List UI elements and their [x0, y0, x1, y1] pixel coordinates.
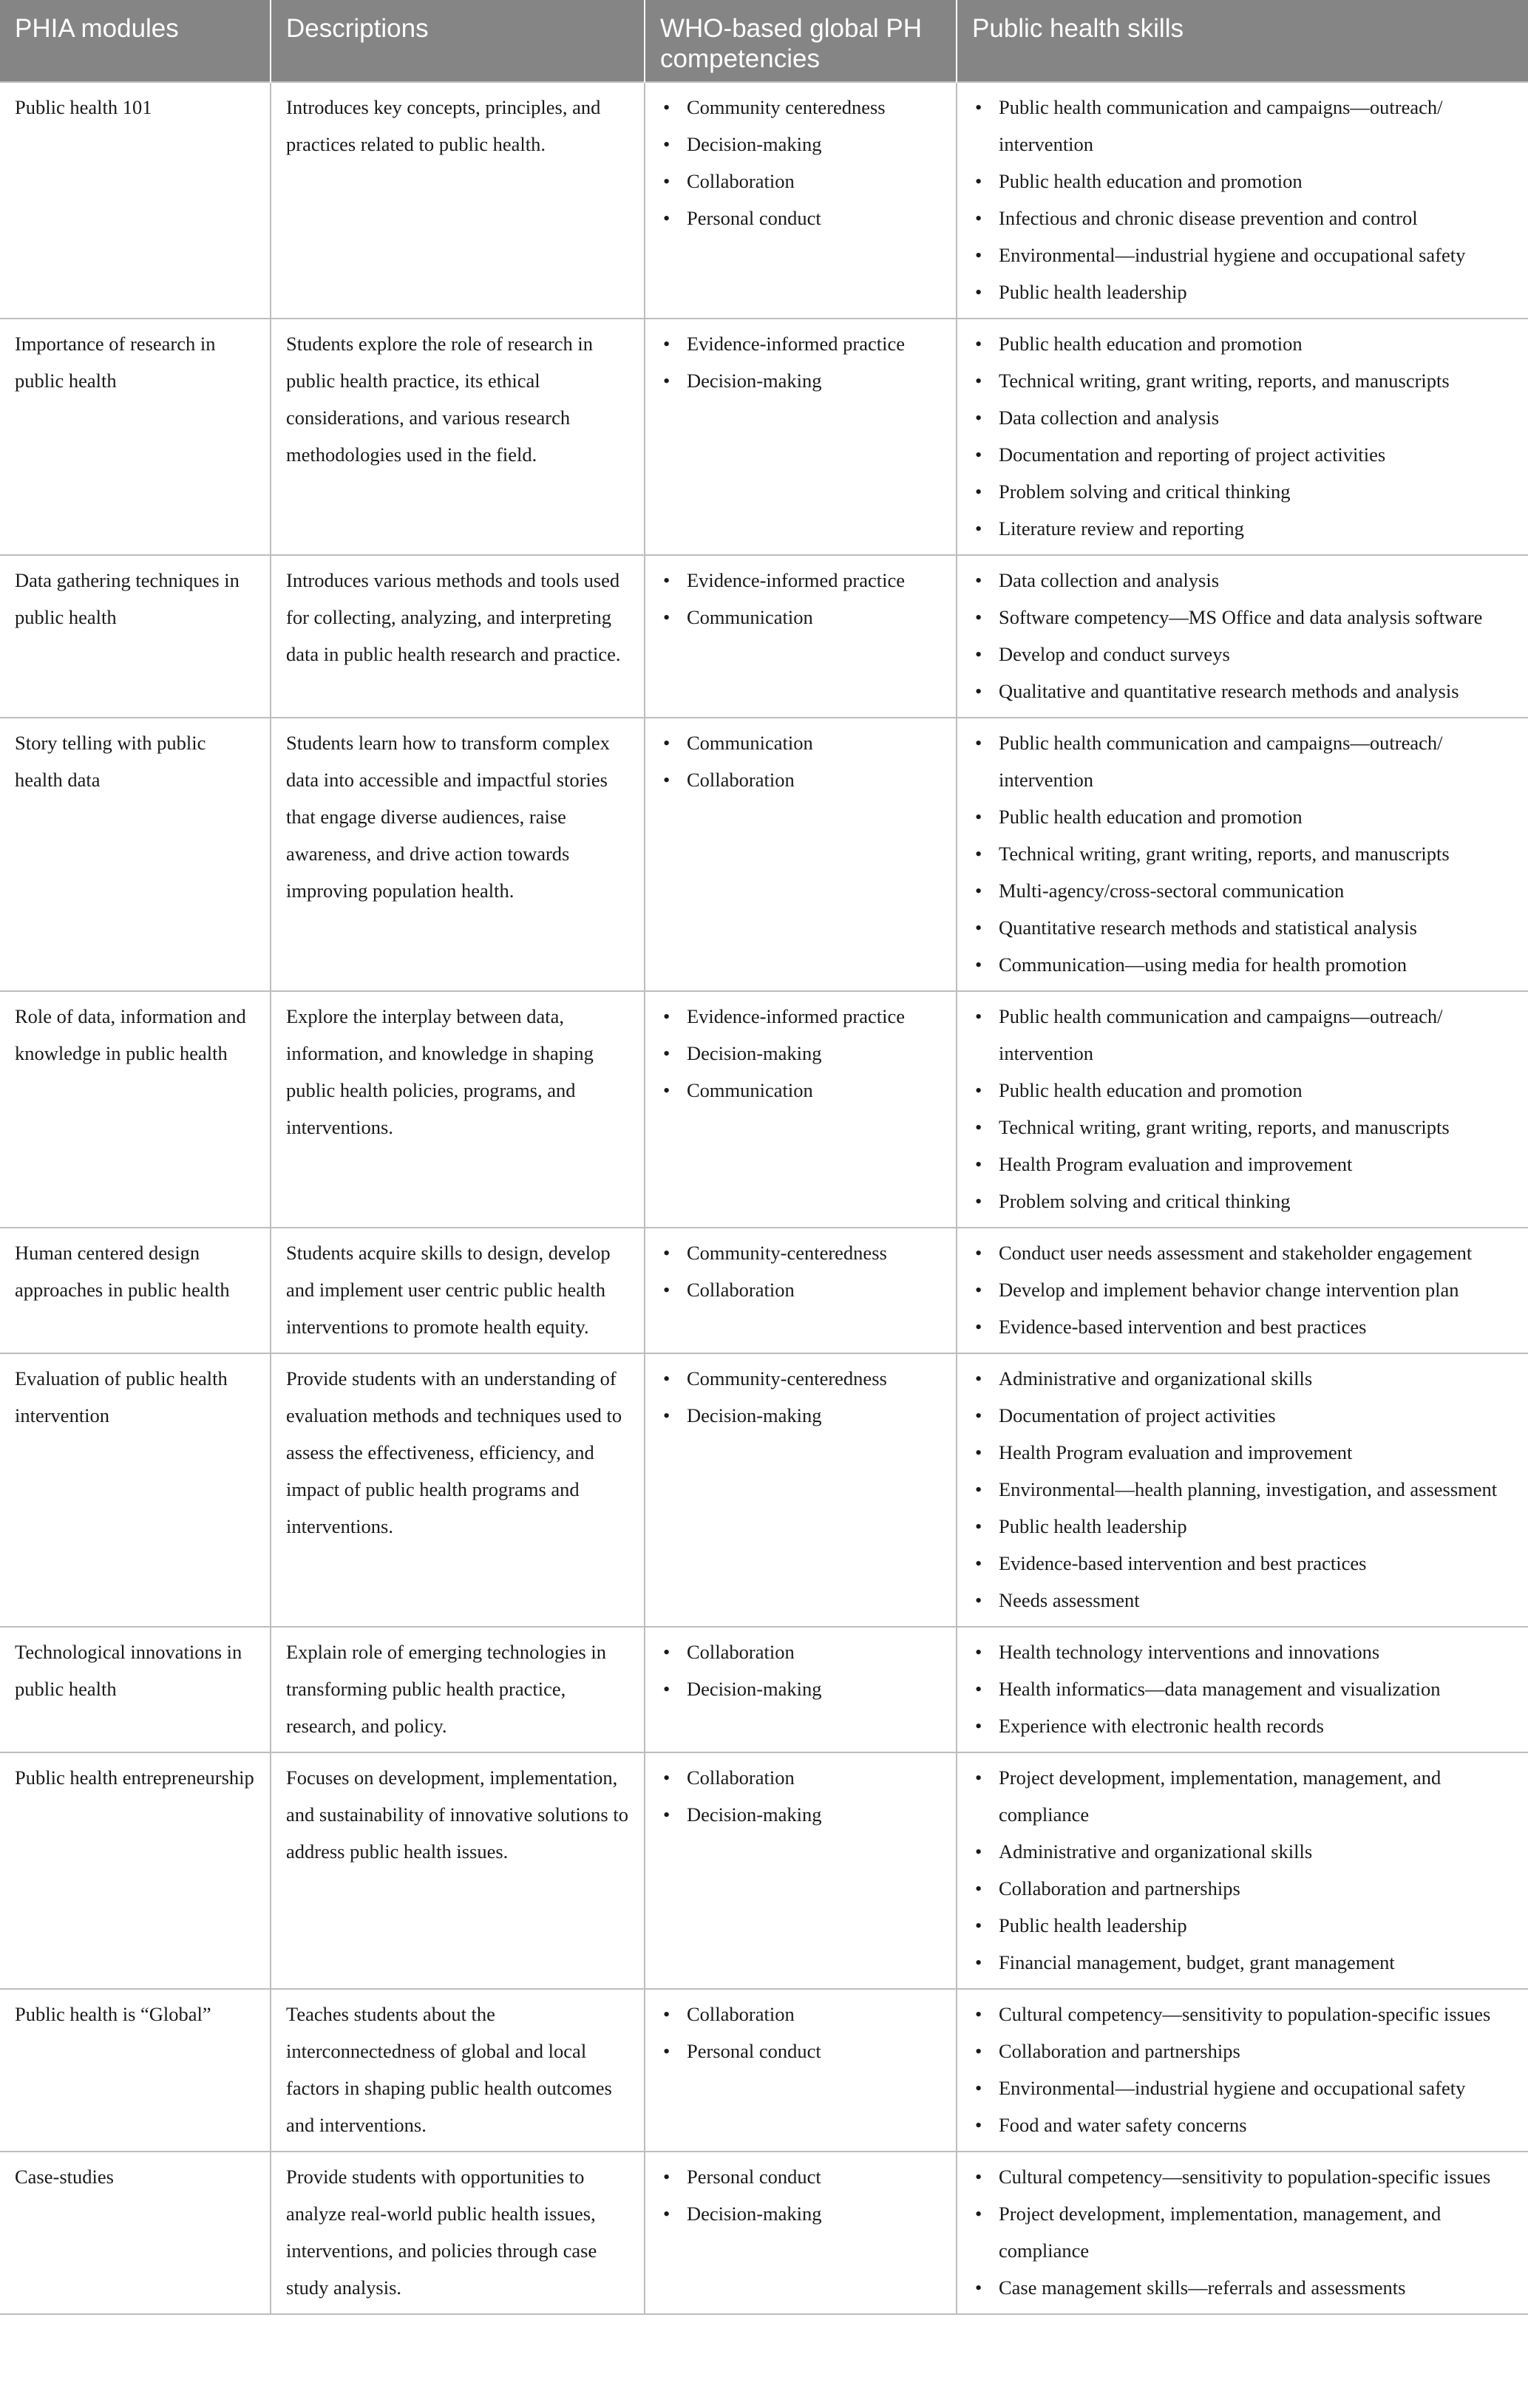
skill-list [972, 1996, 1515, 2143]
skill-item: • Administrative and organizational skills [972, 1833, 1515, 1870]
header-descriptions: Descriptions [271, 0, 645, 82]
competency-list [660, 562, 943, 636]
table-row [0, 2152, 1528, 2314]
module-description: Focuses on development, implementation, and sustainability of innovative solutions to address public health issues. [286, 1766, 628, 1863]
skill-item: • Project development, implementation, management, and compliance [972, 2195, 1515, 2269]
module-name: Public health is “Global” [15, 2003, 211, 2025]
competency-item: • Collaboration [660, 1996, 943, 2033]
skill-item: • Qualitative and quantitative research methods and analysis [972, 673, 1515, 710]
module-name: Role of data, information and knowledge in public health [15, 1005, 246, 1064]
module-description: Explore the interplay between data, information, and knowledge in shaping public health policies, programs, and interventions. [286, 1005, 594, 1138]
competency-list [660, 1633, 943, 1707]
skill-item: • Conduct user needs assessment and stakeholder engagement [972, 1234, 1515, 1271]
skill-item: • Health Program evaluation and improvement [972, 1146, 1515, 1183]
module-description: Provide students with an understanding of evaluation methods and techniques used to assess the effectiveness, efficiency, and impact of public health programs and interventions. [286, 1367, 622, 1537]
skill-list [972, 1234, 1515, 1345]
module-name: Case-studies [15, 2166, 114, 2188]
competencies-cell [645, 1228, 957, 1353]
skill-item: • Multi-agency/cross-sectoral communication [972, 872, 1515, 909]
skills-cell [957, 555, 1528, 718]
competencies-cell [645, 555, 957, 718]
skill-list [972, 1360, 1515, 1619]
module-name-cell [0, 1353, 271, 1627]
competency-item: • Decision-making [660, 126, 943, 163]
module-description: Teaches students about the interconnectedness of global and local factors in shaping public health outcomes and interventions. [286, 2003, 612, 2136]
competencies-cell [645, 1353, 957, 1627]
table-row [0, 1989, 1528, 2152]
module-description: Provide students with opportunities to analyze real-world public health issues, interventions, and policies through case study analysis. [286, 2166, 597, 2299]
module-description: Students learn how to transform complex data into accessible and impactful stories that engage diverse audiences, raise awareness, and drive action towards improving population health. [286, 732, 610, 902]
skills-cell [957, 1989, 1528, 2152]
table-row [0, 1353, 1528, 1627]
skill-list [972, 2158, 1515, 2306]
skill-item: • Quantitative research methods and statistical analysis [972, 909, 1515, 946]
competency-item: • Decision-making [660, 362, 943, 399]
skill-item: • Public health communication and campaigns—outreach/ intervention [972, 998, 1515, 1072]
competency-item: • Decision-making [660, 1670, 943, 1707]
module-description: Explain role of emerging technologies in transforming public health practice, research, and policy. [286, 1641, 606, 1737]
competencies-cell [645, 1989, 957, 2152]
competency-list [660, 1234, 943, 1308]
competency-item: • Evidence-informed practice [660, 562, 943, 599]
module-description: Students explore the role of research in public health practice, its ethical considerations, and various research methodologies used in the field. [286, 333, 594, 466]
competencies-cell [645, 2152, 957, 2314]
competency-item: • Community centeredness [660, 89, 943, 126]
skill-item: • Evidence-based intervention and best practices [972, 1545, 1515, 1582]
skill-item: • Administrative and organizational skills [972, 1360, 1515, 1397]
module-name-cell [0, 991, 271, 1228]
skill-item: • Technical writing, grant writing, reports, and manuscripts [972, 835, 1515, 872]
skill-item: • Environmental—industrial hygiene and occupational safety [972, 2069, 1515, 2106]
module-description: Students acquire skills to design, develop and implement user centric public health interventions to promote health equity. [286, 1242, 611, 1338]
header-skills: Public health skills [957, 0, 1528, 82]
competency-item: • Communication [660, 599, 943, 636]
skill-item: • Collaboration and partnerships [972, 1870, 1515, 1907]
skill-item: • Public health leadership [972, 1907, 1515, 1944]
table-row [0, 82, 1528, 319]
table-row [0, 1627, 1528, 1752]
module-name-cell [0, 2152, 271, 2314]
skill-item: • Public health communication and campaigns—outreach/ intervention [972, 724, 1515, 798]
module-name: Story telling with public health data [15, 732, 206, 791]
skills-cell [957, 991, 1528, 1228]
description-cell [271, 1228, 645, 1353]
module-name: Data gathering techniques in public health [15, 569, 240, 628]
skill-item: • Health technology interventions and innovations [972, 1633, 1515, 1670]
skill-list [972, 1633, 1515, 1744]
competency-item: • Decision-making [660, 1397, 943, 1434]
competency-list [660, 724, 943, 798]
skill-item: • Public health education and promotion [972, 325, 1515, 362]
table-row [0, 1752, 1528, 1989]
competencies-cell [645, 82, 957, 319]
skills-cell [957, 82, 1528, 319]
description-cell [271, 555, 645, 718]
skill-item: • Problem solving and critical thinking [972, 473, 1515, 510]
competency-item: • Community-centeredness [660, 1360, 943, 1397]
skill-item: • Public health education and promotion [972, 798, 1515, 835]
skill-item: • Public health communication and campaigns—outreach/ intervention [972, 89, 1515, 163]
skill-item: • Collaboration and partnerships [972, 2033, 1515, 2069]
competency-item: • Personal conduct [660, 2033, 943, 2069]
skill-item: • Project development, implementation, management, and compliance [972, 1759, 1515, 1833]
competency-item: • Communication [660, 724, 943, 761]
skill-item: • Communication—using media for health promotion [972, 946, 1515, 983]
skills-cell [957, 2152, 1528, 2314]
table-row [0, 319, 1528, 555]
skill-list [972, 89, 1515, 310]
competency-item: • Personal conduct [660, 2158, 943, 2195]
module-name: Evaluation of public health intervention [15, 1367, 228, 1426]
competency-list [660, 1996, 943, 2069]
skill-item: • Health Program evaluation and improvement [972, 1434, 1515, 1471]
module-name: Technological innovations in public health [15, 1641, 242, 1700]
skill-item: • Cultural competency—sensitivity to population-specific issues [972, 2158, 1515, 2195]
skill-item: • Public health education and promotion [972, 1072, 1515, 1109]
skills-cell [957, 319, 1528, 555]
skill-item: • Technical writing, grant writing, reports, and manuscripts [972, 1109, 1515, 1146]
description-cell [271, 1627, 645, 1752]
description-cell [271, 1353, 645, 1627]
header-competencies: WHO-based global PH competencies [645, 0, 957, 82]
competency-item: • Evidence-informed practice [660, 998, 943, 1035]
skill-item: • Public health leadership [972, 1508, 1515, 1545]
skill-item: • Data collection and analysis [972, 399, 1515, 436]
module-name: Importance of research in public health [15, 333, 216, 392]
competency-item: • Communication [660, 1072, 943, 1109]
skills-cell [957, 1353, 1528, 1627]
module-name-cell [0, 718, 271, 991]
module-name: Public health 101 [15, 96, 152, 118]
competency-item: • Collaboration [660, 761, 943, 798]
skill-list [972, 998, 1515, 1220]
skill-item: • Develop and implement behavior change intervention plan [972, 1271, 1515, 1308]
module-description: Introduces various methods and tools used for collecting, analyzing, and interpreting data in public health research and practice. [286, 569, 621, 665]
competencies-cell [645, 718, 957, 991]
skill-list [972, 325, 1515, 547]
skill-list [972, 1759, 1515, 1981]
skills-cell [957, 718, 1528, 991]
skill-item: • Literature review and reporting [972, 510, 1515, 547]
skill-item: • Develop and conduct surveys [972, 636, 1515, 673]
table-row [0, 991, 1528, 1228]
skills-cell [957, 1752, 1528, 1989]
skills-cell [957, 1228, 1528, 1353]
module-name-cell [0, 1752, 271, 1989]
competency-list [660, 325, 943, 399]
competency-item: • Decision-making [660, 2195, 943, 2232]
skill-item: • Environmental—industrial hygiene and occupational safety [972, 237, 1515, 273]
skill-item: • Documentation and reporting of project activities [972, 436, 1515, 473]
description-cell [271, 1752, 645, 1989]
table-header [0, 0, 1528, 82]
skill-item: • Evidence-based intervention and best practices [972, 1308, 1515, 1345]
competency-list [660, 998, 943, 1109]
skills-cell [957, 1627, 1528, 1752]
description-cell [271, 991, 645, 1228]
module-name-cell [0, 1228, 271, 1353]
skill-item: • Technical writing, grant writing, reports, and manuscripts [972, 362, 1515, 399]
competencies-cell [645, 1752, 957, 1989]
skill-item: • Infectious and chronic disease prevention and control [972, 200, 1515, 237]
description-cell [271, 319, 645, 555]
description-cell [271, 2152, 645, 2314]
header-row [0, 0, 1528, 82]
competency-list [660, 1759, 943, 1833]
competency-list [660, 2158, 943, 2232]
module-name-cell [0, 1627, 271, 1752]
competency-item: • Community-centeredness [660, 1234, 943, 1271]
competencies-cell [645, 991, 957, 1228]
competency-list [660, 89, 943, 237]
module-name: Public health entrepreneurship [15, 1766, 254, 1789]
skill-item: • Food and water safety concerns [972, 2106, 1515, 2143]
description-cell [271, 82, 645, 319]
skill-item: • Health informatics—data management and visualization [972, 1670, 1515, 1707]
skill-item: • Software competency—MS Office and data analysis software [972, 599, 1515, 636]
competency-item: • Collaboration [660, 1759, 943, 1796]
competency-item: • Collaboration [660, 163, 943, 200]
skill-item: • Problem solving and critical thinking [972, 1183, 1515, 1220]
table-body [0, 82, 1528, 2314]
competencies-cell [645, 319, 957, 555]
table-row [0, 718, 1528, 991]
skill-list [972, 724, 1515, 983]
module-name-cell [0, 555, 271, 718]
module-name: Human centered design approaches in public health [15, 1242, 230, 1301]
module-description: Introduces key concepts, principles, and practices related to public health. [286, 96, 601, 155]
competency-list [660, 1360, 943, 1434]
description-cell [271, 1989, 645, 2152]
skill-item: • Public health leadership [972, 273, 1515, 310]
skill-item: • Documentation of project activities [972, 1397, 1515, 1434]
module-name-cell [0, 1989, 271, 2152]
competency-item: • Evidence-informed practice [660, 325, 943, 362]
table-row [0, 1228, 1528, 1353]
module-name-cell [0, 82, 271, 319]
competency-item: • Decision-making [660, 1796, 943, 1833]
skill-list [972, 562, 1515, 710]
skill-item: • Case management skills—referrals and assessments [972, 2269, 1515, 2306]
skill-item: • Data collection and analysis [972, 562, 1515, 599]
skill-item: • Environmental—health planning, investigation, and assessment [972, 1471, 1515, 1508]
description-cell [271, 718, 645, 991]
skill-item: • Cultural competency—sensitivity to population-specific issues [972, 1996, 1515, 2033]
header-modules: PHIA modules [0, 0, 271, 82]
competencies-cell [645, 1627, 957, 1752]
competency-item: • Personal conduct [660, 200, 943, 237]
competency-item: • Decision-making [660, 1035, 943, 1072]
skill-item: • Experience with electronic health records [972, 1707, 1515, 1744]
table-row [0, 555, 1528, 718]
competency-item: • Collaboration [660, 1633, 943, 1670]
skill-item: • Public health education and promotion [972, 163, 1515, 200]
skill-item: • Financial management, budget, grant management [972, 1944, 1515, 1981]
module-name-cell [0, 319, 271, 555]
skill-item: • Needs assessment [972, 1582, 1515, 1619]
competency-item: • Collaboration [660, 1271, 943, 1308]
